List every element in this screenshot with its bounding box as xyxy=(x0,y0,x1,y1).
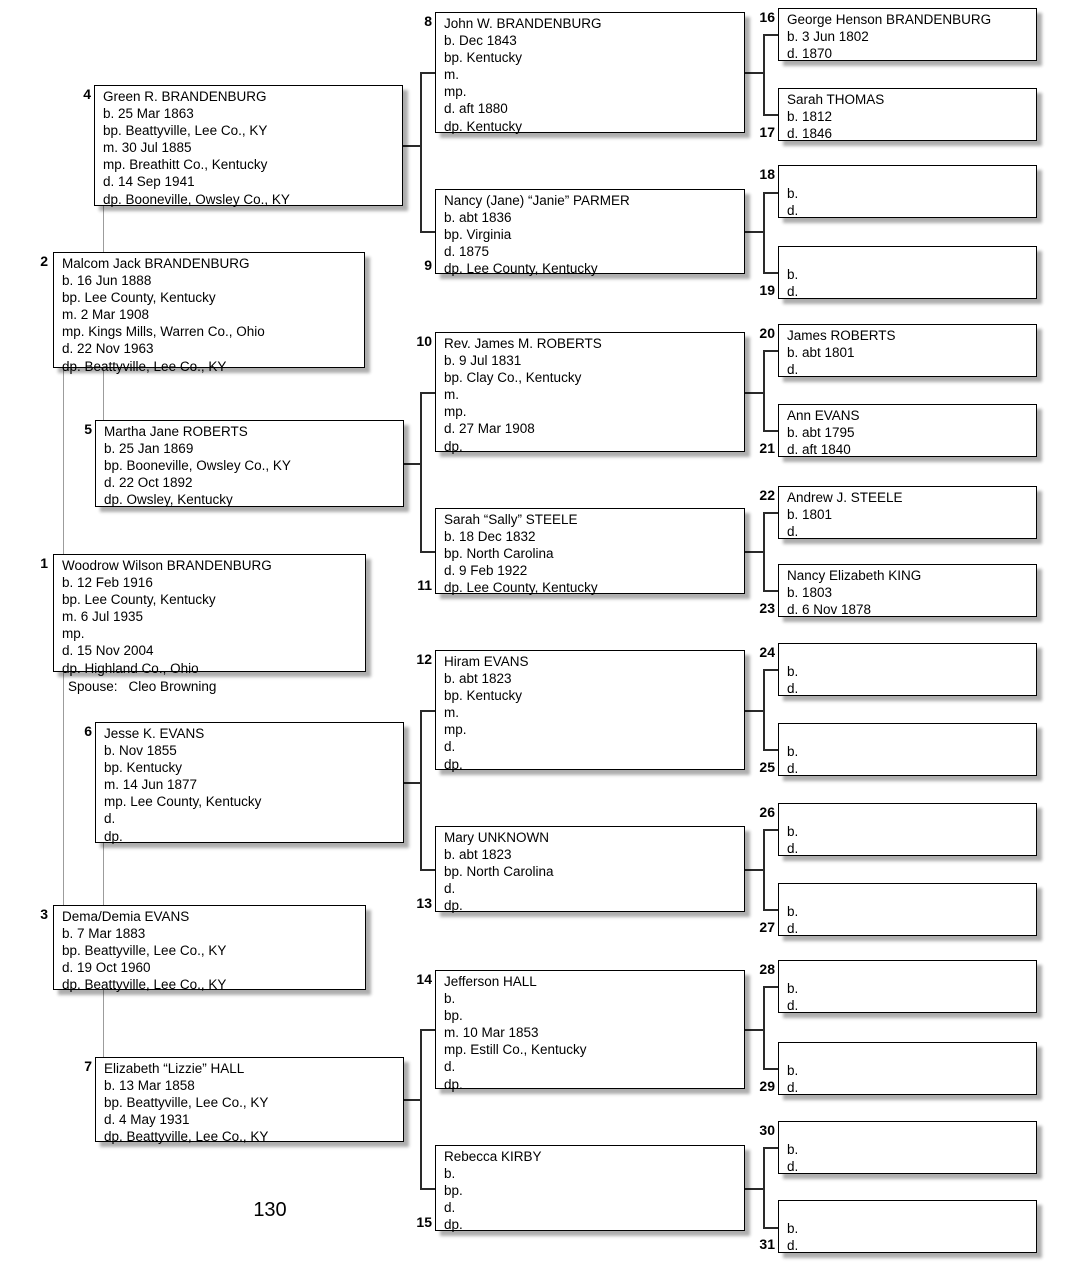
person-line: d. xyxy=(787,921,799,937)
person-number-2: 2 xyxy=(40,253,48,269)
person-line xyxy=(787,1045,1030,1062)
person-line: b. 1812 xyxy=(787,109,833,125)
person-box-5 xyxy=(95,420,404,507)
bracket-stub-27 xyxy=(763,909,779,911)
person-line: m. xyxy=(444,67,459,83)
person-number-8: 8 xyxy=(424,13,432,29)
person-line: d. xyxy=(444,1059,456,1075)
person-line: bp. Beattyville, Lee Co., KY xyxy=(104,1095,269,1111)
person-30-details xyxy=(779,1122,1036,1175)
person-line: Nancy Elizabeth KING xyxy=(787,568,922,583)
person-box-25 xyxy=(778,723,1037,776)
person-line: Sarah THOMAS xyxy=(787,92,885,107)
person-line: b. xyxy=(787,904,799,920)
person-number-31: 31 xyxy=(759,1236,775,1252)
person-line: m. 30 Jul 1885 xyxy=(103,140,192,156)
bracket-stub-26 xyxy=(763,829,779,831)
person-line: b. 13 Mar 1858 xyxy=(104,1078,195,1094)
person-line xyxy=(787,249,1030,266)
person-box-15 xyxy=(435,1145,745,1231)
person-line: b. 3 Jun 1802 xyxy=(787,29,869,45)
person-line: Dema/Demia EVANS xyxy=(62,909,190,924)
person-line: Sarah “Sally” STEELE xyxy=(444,512,578,527)
person-line: d. 4 May 1931 xyxy=(104,1112,190,1128)
bracket-stub-9 xyxy=(420,231,436,233)
person-line: b. xyxy=(787,664,799,680)
person-23-details xyxy=(779,565,1036,618)
spouse-note xyxy=(68,679,216,694)
bracket-stub-17 xyxy=(763,114,779,116)
person-24-details xyxy=(779,644,1036,697)
person-line: dp. Beattyville, Lee Co., KY xyxy=(62,358,227,374)
person-line: m. xyxy=(444,705,459,721)
person-line: d. 22 Oct 1892 xyxy=(104,475,193,491)
person-box-30 xyxy=(778,1121,1037,1174)
person-line: Rev. James M. ROBERTS xyxy=(444,336,602,351)
person-line: m. 2 Mar 1908 xyxy=(62,307,150,323)
bracket-stub-15 xyxy=(420,1188,436,1190)
person-line: dp. Kentucky xyxy=(444,118,523,134)
person-line: b. 18 Dec 1832 xyxy=(444,529,536,545)
bracket-stub-22 xyxy=(763,512,779,514)
person-line: bp. Clay Co., Kentucky xyxy=(444,370,582,386)
person-number-12: 12 xyxy=(416,651,432,667)
person-18-details xyxy=(779,166,1036,219)
page-number: 130 xyxy=(253,1199,287,1221)
person-number-1: 1 xyxy=(40,555,48,571)
person-number-11: 11 xyxy=(417,577,432,593)
person-line: d. xyxy=(787,524,799,540)
person-line: George Henson BRANDENBURG xyxy=(787,12,992,27)
bracket-stub-child-11 xyxy=(745,551,764,553)
person-line: b. 25 Mar 1863 xyxy=(103,106,194,122)
person-line: b. abt 1823 xyxy=(444,671,512,687)
person-line: Jefferson HALL xyxy=(444,974,537,989)
person-line: mp. xyxy=(444,84,467,100)
person-line: d. 27 Mar 1908 xyxy=(444,421,535,437)
bracket-18-19 xyxy=(763,192,765,274)
person-line: dp. Beattyville, Lee Co., KY xyxy=(62,977,227,993)
bracket-stub-23 xyxy=(763,590,779,592)
person-number-22: 22 xyxy=(759,487,775,503)
person-11-details xyxy=(436,509,744,596)
bracket-stub-25 xyxy=(763,749,779,751)
bracket-stub-24 xyxy=(763,669,779,671)
person-line: dp. xyxy=(444,898,463,914)
person-line: Martha Jane ROBERTS xyxy=(104,424,248,439)
person-22-details xyxy=(779,487,1036,540)
person-line: Woodrow Wilson BRANDENBURG xyxy=(62,558,272,573)
person-line: b. abt 1836 xyxy=(444,210,512,226)
person-line: b. xyxy=(787,1063,799,1079)
person-29-details xyxy=(779,1043,1036,1096)
person-box-18 xyxy=(778,165,1037,218)
person-line: d. aft 1840 xyxy=(787,442,851,458)
person-line: mp. Lee County, Kentucky xyxy=(104,794,262,810)
person-line xyxy=(787,1124,1030,1141)
person-line: m. 14 Jun 1877 xyxy=(104,777,198,793)
person-number-23: 23 xyxy=(759,600,775,616)
person-line: dp. Highland Co., Ohio xyxy=(62,660,199,676)
person-line: d. 9 Feb 1922 xyxy=(444,563,528,579)
bracket-stub-10 xyxy=(420,392,436,394)
person-line: b. xyxy=(787,267,799,283)
person-box-3 xyxy=(53,905,366,993)
person-number-25: 25 xyxy=(759,759,775,775)
person-box-2 xyxy=(53,252,365,374)
person-7-details xyxy=(96,1058,403,1145)
bracket-28-29 xyxy=(763,986,765,1070)
bracket-stub-30 xyxy=(763,1147,779,1149)
person-box-8 xyxy=(435,12,745,133)
person-10-details xyxy=(436,333,744,455)
bracket-stub-child-14 xyxy=(745,1029,764,1031)
person-line: Green R. BRANDENBURG xyxy=(103,89,267,104)
person-line: Jesse K. EVANS xyxy=(104,726,205,741)
person-number-21: 21 xyxy=(759,440,775,456)
person-box-24 xyxy=(778,643,1037,696)
person-line: dp. Beattyville, Lee Co., KY xyxy=(104,1129,269,1145)
person-number-5: 5 xyxy=(84,421,92,437)
person-box-29 xyxy=(778,1042,1037,1095)
person-line: Mary UNKNOWN xyxy=(444,830,549,845)
person-line xyxy=(787,646,1030,663)
person-20-details xyxy=(779,325,1036,378)
bracket-stub-child-13 xyxy=(745,869,764,871)
bracket-stub-child-9 xyxy=(745,231,764,233)
person-line xyxy=(787,806,1030,823)
bracket-stub-8 xyxy=(420,72,436,74)
person-line: bp. Beattyville, Lee Co., KY xyxy=(62,943,227,959)
person-number-27: 27 xyxy=(759,919,775,935)
person-line: b. 9 Jul 1831 xyxy=(444,353,522,369)
bracket-stub-20 xyxy=(763,350,779,352)
person-number-9: 9 xyxy=(424,257,432,273)
person-line: Nancy (Jane) “Janie” PARMER xyxy=(444,193,630,208)
person-number-7: 7 xyxy=(84,1058,92,1074)
bracket-stub-29 xyxy=(763,1068,779,1070)
person-line: bp. Kentucky xyxy=(444,688,523,704)
person-line: b. xyxy=(787,1142,799,1158)
person-line xyxy=(787,886,1030,903)
person-line: d. 15 Nov 2004 xyxy=(62,643,154,659)
person-number-20: 20 xyxy=(759,325,775,341)
person-line: Andrew J. STEELE xyxy=(787,490,903,505)
person-line: Ann EVANS xyxy=(787,408,860,423)
person-line: bp. Virginia xyxy=(444,227,512,243)
person-line: d. 1875 xyxy=(444,244,490,260)
person-line: b. abt 1795 xyxy=(787,425,855,441)
person-line: bp. Kentucky xyxy=(444,50,523,66)
person-8-details xyxy=(436,13,744,135)
person-line: mp. Breathitt Co., Kentucky xyxy=(103,157,268,173)
person-3-details xyxy=(54,906,365,993)
person-line: dp. Lee County, Kentucky xyxy=(444,580,598,596)
bracket-stub-11 xyxy=(420,551,436,553)
bracket-stub-child-15 xyxy=(745,1188,764,1190)
person-line: b. xyxy=(787,981,799,997)
person-line: bp. xyxy=(444,1008,463,1024)
person-line: mp. Kings Mills, Warren Co., Ohio xyxy=(62,324,265,340)
person-line: b. 25 Jan 1869 xyxy=(104,441,194,457)
person-25-details xyxy=(779,724,1036,777)
bracket-stub-21 xyxy=(763,430,779,432)
person-13-details xyxy=(436,827,744,914)
bracket-stub-child-4 xyxy=(403,145,421,147)
person-line: b. Nov 1855 xyxy=(104,743,177,759)
person-line: dp. xyxy=(444,1076,463,1092)
person-line: b. 1801 xyxy=(787,507,833,523)
person-number-6: 6 xyxy=(84,723,92,739)
person-number-3: 3 xyxy=(40,906,48,922)
person-12-details xyxy=(436,651,744,773)
person-line: d. xyxy=(787,203,799,219)
person-line: d. xyxy=(104,811,116,827)
person-line: bp. North Carolina xyxy=(444,546,554,562)
person-1-details xyxy=(54,555,365,677)
person-6-details xyxy=(96,723,403,845)
person-9-details xyxy=(436,190,744,277)
person-box-4 xyxy=(94,85,403,206)
person-line: d. xyxy=(787,998,799,1014)
person-26-details xyxy=(779,804,1036,857)
bracket-10-11 xyxy=(420,392,422,553)
bracket-stub-16 xyxy=(763,34,779,36)
person-line: dp. Owsley, Kentucky xyxy=(104,492,233,508)
person-5-details xyxy=(96,421,403,508)
person-number-16: 16 xyxy=(759,9,775,25)
person-line: mp. xyxy=(444,404,467,420)
person-line: John W. BRANDENBURG xyxy=(444,16,602,31)
person-line: dp. xyxy=(444,1217,463,1233)
person-number-19: 19 xyxy=(759,282,775,298)
person-box-20 xyxy=(778,324,1037,377)
person-line: d. xyxy=(787,284,799,300)
bracket-stub-child-8 xyxy=(745,72,764,74)
person-line xyxy=(787,726,1030,743)
person-number-4: 4 xyxy=(83,86,91,102)
person-line: d. xyxy=(787,362,799,378)
person-17-details xyxy=(779,89,1036,142)
person-line: bp. Lee County, Kentucky xyxy=(62,592,216,608)
person-line: mp. Estill Co., Kentucky xyxy=(444,1042,587,1058)
person-line: mp. xyxy=(444,722,467,738)
person-line: d. xyxy=(787,1159,799,1175)
person-line: b. xyxy=(787,824,799,840)
bracket-stub-31 xyxy=(763,1227,779,1229)
person-box-1 xyxy=(53,554,366,676)
person-line: b. abt 1801 xyxy=(787,345,855,361)
person-number-10: 10 xyxy=(416,333,432,349)
bracket-8-9 xyxy=(420,72,422,233)
person-line: d. xyxy=(787,1080,799,1096)
person-line: d. aft 1880 xyxy=(444,101,508,117)
person-number-14: 14 xyxy=(416,971,432,987)
person-line: d. xyxy=(787,681,799,697)
person-line: b. Dec 1843 xyxy=(444,33,517,49)
bracket-stub-child-6 xyxy=(403,782,421,784)
person-line: dp. xyxy=(104,828,123,844)
person-line: dp. Lee County, Kentucky xyxy=(444,261,598,277)
person-line: d. 6 Nov 1878 xyxy=(787,602,872,618)
person-line: d. xyxy=(787,1238,799,1254)
person-line: Elizabeth “Lizzie” HALL xyxy=(104,1061,245,1076)
person-box-7 xyxy=(95,1057,404,1145)
person-line: d. 14 Sep 1941 xyxy=(103,174,195,190)
person-number-18: 18 xyxy=(759,166,775,182)
person-box-10 xyxy=(435,332,745,452)
person-line: d. xyxy=(787,841,799,857)
bracket-stub-14 xyxy=(420,1029,436,1031)
person-15-details xyxy=(436,1146,744,1233)
person-line: b. xyxy=(787,744,799,760)
person-31-details xyxy=(779,1201,1036,1254)
person-line: b. xyxy=(787,1221,799,1237)
person-line: m. 6 Jul 1935 xyxy=(62,609,144,625)
person-box-27 xyxy=(778,883,1037,936)
person-number-28: 28 xyxy=(759,961,775,977)
person-line: Hiram EVANS xyxy=(444,654,529,669)
bracket-16-17 xyxy=(763,34,765,116)
person-line: bp. Lee County, Kentucky xyxy=(62,290,216,306)
person-line: d. xyxy=(444,881,456,897)
person-16-details xyxy=(779,9,1036,62)
person-box-31 xyxy=(778,1200,1037,1253)
bracket-20-21 xyxy=(763,350,765,432)
person-4-details xyxy=(95,86,402,208)
person-box-6 xyxy=(95,722,404,843)
person-line xyxy=(787,1203,1030,1220)
spouse-name: Cleo Browning xyxy=(128,679,217,694)
person-box-13 xyxy=(435,826,745,912)
person-box-14 xyxy=(435,970,745,1092)
bracket-stub-18 xyxy=(763,192,779,194)
person-box-28 xyxy=(778,960,1037,1013)
bracket-stub-child-7 xyxy=(403,1099,421,1101)
person-box-11 xyxy=(435,508,745,594)
person-line: dp. xyxy=(444,756,463,772)
person-line: d. xyxy=(444,1200,456,1216)
person-box-23 xyxy=(778,564,1037,617)
spouse-label: Spouse: xyxy=(68,679,118,694)
bracket-12-13 xyxy=(420,710,422,871)
person-box-26 xyxy=(778,803,1037,856)
bracket-stub-28 xyxy=(763,986,779,988)
person-line: bp. Kentucky xyxy=(104,760,183,776)
person-line: bp. xyxy=(444,1183,463,1199)
person-line: b. 1803 xyxy=(787,585,833,601)
person-line: Rebecca KIRBY xyxy=(444,1149,542,1164)
bracket-stub-12 xyxy=(420,710,436,712)
person-line: b. xyxy=(444,1166,456,1182)
bracket-14-15 xyxy=(420,1029,422,1190)
person-line: dp. Booneville, Owsley Co., KY xyxy=(103,191,290,207)
person-number-29: 29 xyxy=(759,1078,775,1094)
person-line: b. 16 Jun 1888 xyxy=(62,273,152,289)
person-line: d. xyxy=(444,739,456,755)
person-number-30: 30 xyxy=(759,1122,775,1138)
person-19-details xyxy=(779,247,1036,300)
person-line: bp. North Carolina xyxy=(444,864,554,880)
bracket-stub-child-10 xyxy=(745,392,764,394)
person-line: d. 22 Nov 1963 xyxy=(62,341,154,357)
person-line: d. 19 Oct 1960 xyxy=(62,960,151,976)
bracket-stub-child-12 xyxy=(745,710,764,712)
person-line: d. 1846 xyxy=(787,126,833,142)
person-line: b. xyxy=(444,991,456,1007)
person-box-9 xyxy=(435,189,745,277)
person-2-details xyxy=(54,253,364,375)
person-box-21 xyxy=(778,404,1037,457)
person-line: d. xyxy=(787,761,799,777)
person-line: b. xyxy=(787,186,799,202)
person-line: mp. xyxy=(62,626,85,642)
person-number-13: 13 xyxy=(416,895,432,911)
person-21-details xyxy=(779,405,1036,458)
person-line: b. 12 Feb 1916 xyxy=(62,575,153,591)
person-number-26: 26 xyxy=(759,804,775,820)
person-line: b. abt 1823 xyxy=(444,847,512,863)
person-14-details xyxy=(436,971,744,1093)
person-27-details xyxy=(779,884,1036,937)
person-line xyxy=(787,168,1030,185)
person-number-17: 17 xyxy=(759,124,775,140)
bracket-stub-child-5 xyxy=(403,463,421,465)
person-box-19 xyxy=(778,246,1037,299)
person-number-15: 15 xyxy=(416,1214,432,1230)
person-line: Malcom Jack BRANDENBURG xyxy=(62,256,250,271)
person-28-details xyxy=(779,961,1036,1014)
person-line xyxy=(787,963,1030,980)
person-number-24: 24 xyxy=(759,644,775,660)
person-line: m. xyxy=(444,387,459,403)
person-line: b. 7 Mar 1883 xyxy=(62,926,146,942)
bracket-stub-19 xyxy=(763,272,779,274)
person-box-16 xyxy=(778,8,1037,61)
person-box-22 xyxy=(778,486,1037,539)
person-line: bp. Beattyville, Lee Co., KY xyxy=(103,123,268,139)
person-line: dp. xyxy=(444,438,463,454)
person-line: d. 1870 xyxy=(787,46,833,62)
person-box-17 xyxy=(778,88,1037,141)
person-line: James ROBERTS xyxy=(787,328,896,343)
person-box-12 xyxy=(435,650,745,770)
bracket-stub-13 xyxy=(420,869,436,871)
person-line: m. 10 Mar 1853 xyxy=(444,1025,539,1041)
person-line: bp. Booneville, Owsley Co., KY xyxy=(104,458,291,474)
